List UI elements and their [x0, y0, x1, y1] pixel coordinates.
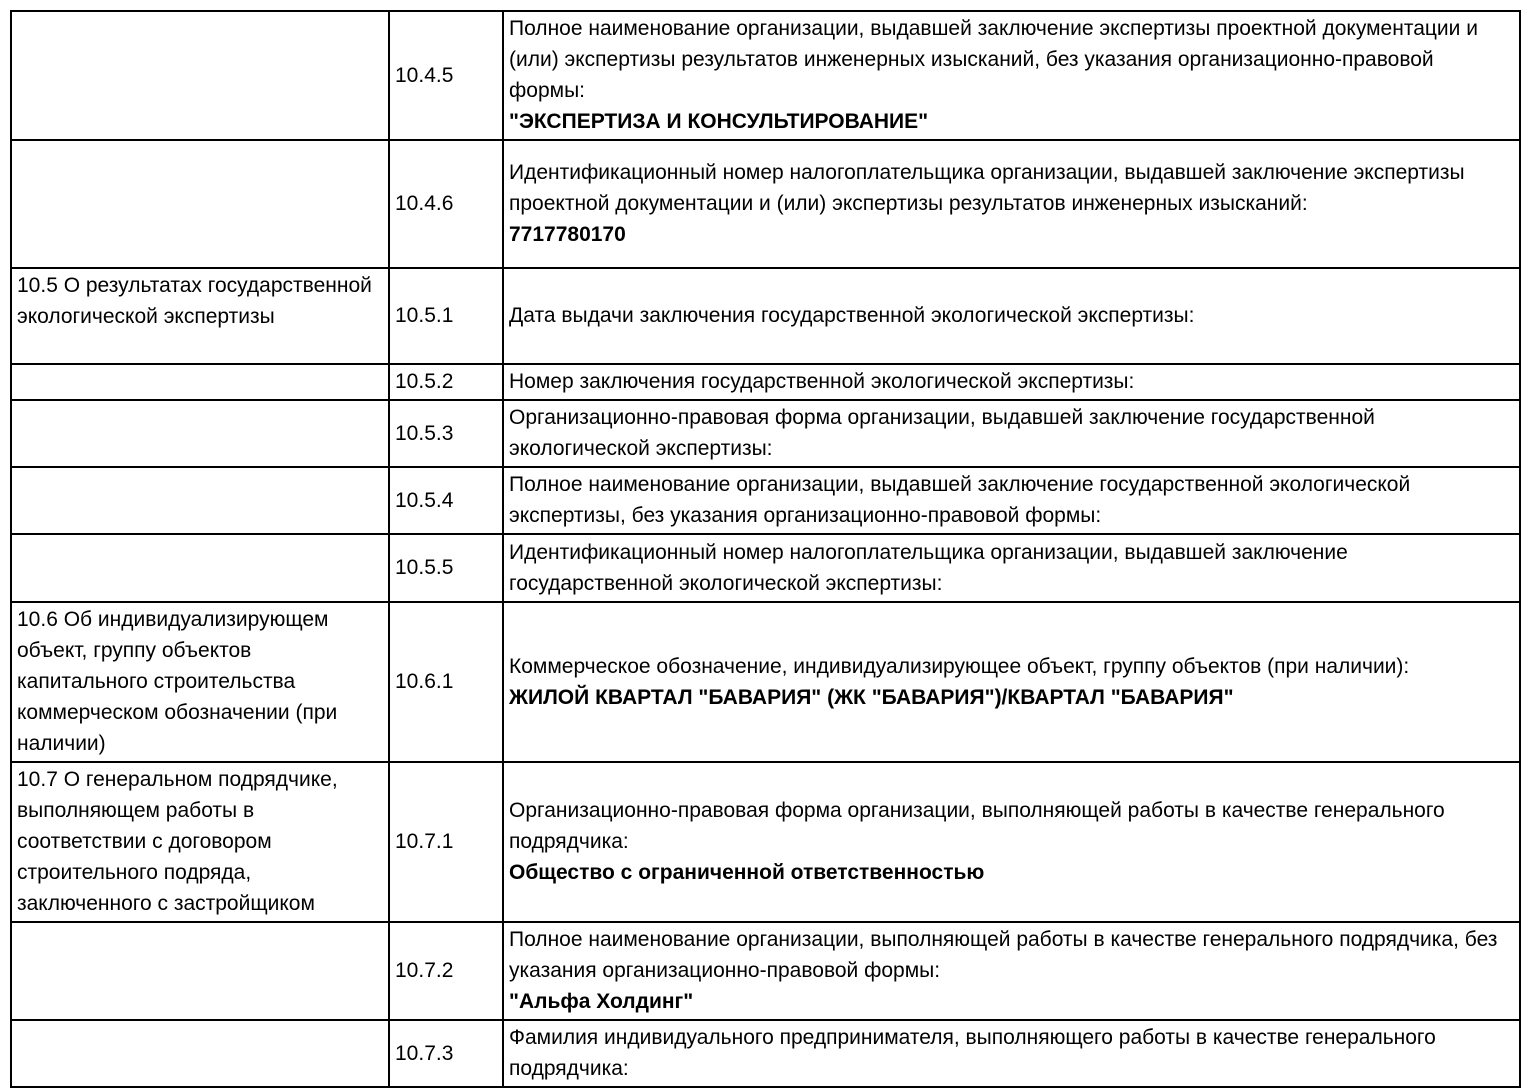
content-cell: [503, 364, 1520, 400]
field-value: 7717780170: [509, 223, 626, 246]
table-row: [11, 400, 1520, 467]
content-cell: [503, 11, 1520, 140]
field-value: "Альфа Холдинг": [509, 990, 694, 1013]
field-value: ЖИЛОЙ КВАРТАЛ "БАВАРИЯ" (ЖК "БАВАРИЯ")/КВАРТАЛ "БАВАРИЯ": [509, 685, 1234, 709]
section-cell: [11, 1020, 389, 1087]
content-cell: [503, 762, 1520, 922]
field-label: Идентификационный номер налогоплательщика организации, выдавшей заключение государственной экологической экспертизы:: [509, 540, 1348, 595]
section-cell: 10.7 О генеральном подрядчике, выполняющем работы в соответствии с договором строительного подряда, заключенного с застройщиком: [11, 762, 389, 922]
declaration-table: [10, 10, 1521, 1088]
item-number-cell: 10.7.3: [389, 1020, 503, 1087]
field-label: Идентификационный номер налогоплательщика организации, выдавшей заключение экспертизы проектной документации и (или) экспертизы результатов инженерных изысканий:: [509, 161, 1465, 215]
content-cell: [503, 602, 1520, 762]
section-cell: [11, 11, 389, 140]
item-number-cell: 10.7.2: [389, 922, 503, 1020]
field-label: Полное наименование организации, выдавшей заключение государственной экологической экспертизы, без указания организационно-правовой формы:: [509, 473, 1411, 527]
section-cell: [11, 140, 389, 268]
table-row: [11, 1020, 1520, 1087]
item-number-cell: 10.5.2: [389, 364, 503, 400]
table-row: [11, 268, 1520, 364]
field-label: Коммерческое обозначение, индивидуализирующее объект, группу объектов (при наличии):: [509, 654, 1410, 678]
content-cell: [503, 140, 1520, 268]
field-label: Полное наименование организации, выдавшей заключение экспертизы проектной документации и (или) экспертизы результатов инженерных изысканий, без указания организационно-правовой формы:: [509, 17, 1478, 102]
table-row: [11, 602, 1520, 762]
table-row: [11, 467, 1520, 534]
content-cell: [503, 922, 1520, 1020]
section-cell: [11, 922, 389, 1020]
item-number-cell: 10.5.3: [389, 400, 503, 467]
field-label: Полное наименование организации, выполняющей работы в качестве генерального подрядчика, без указания организационно-правовой формы:: [509, 928, 1498, 982]
field-label: Организационно-правовая форма организации, выполняющей работы в качестве генерального подрядчика:: [509, 799, 1445, 853]
item-number-cell: 10.4.6: [389, 140, 503, 268]
content-cell: [503, 534, 1520, 602]
table-row: [11, 140, 1520, 268]
field-value: Общество с ограниченной ответственностью: [509, 861, 985, 884]
section-cell: 10.6 Об индивидуализирующем объект, группу объектов капитального строительства коммерческом обозначении (при наличии): [11, 602, 389, 762]
field-label: Организационно-правовая форма организации, выдавшей заключение государственной экологической экспертизы:: [509, 406, 1375, 460]
section-cell: [11, 534, 389, 602]
section-cell: [11, 364, 389, 400]
table-row: [11, 922, 1520, 1020]
table-row: [11, 364, 1520, 400]
item-number-cell: 10.6.1: [389, 602, 503, 762]
item-number-cell: 10.5.5: [389, 534, 503, 602]
item-number-cell: 10.5.4: [389, 467, 503, 534]
item-number-cell: 10.7.1: [389, 762, 503, 922]
item-number-cell: 10.5.1: [389, 268, 503, 364]
field-label: Номер заключения государственной экологической экспертизы:: [509, 370, 1135, 393]
field-label: Дата выдачи заключения государственной экологической экспертизы:: [509, 304, 1195, 327]
content-cell: [503, 1020, 1520, 1087]
field-value: "ЭКСПЕРТИЗА И КОНСУЛЬТИРОВАНИЕ": [509, 110, 929, 133]
item-number-cell: 10.4.5: [389, 11, 503, 140]
table-row: [11, 762, 1520, 922]
content-cell: [503, 467, 1520, 534]
table-row: [11, 11, 1520, 140]
section-cell: [11, 467, 389, 534]
table-row: [11, 534, 1520, 602]
field-label: Фамилия индивидуального предпринимателя, выполняющего работы в качестве генерального подрядчика:: [509, 1026, 1436, 1080]
section-cell: [11, 400, 389, 467]
section-cell: 10.5 О результатах государственной экологической экспертизы: [11, 268, 389, 364]
content-cell: [503, 400, 1520, 467]
content-cell: [503, 268, 1520, 364]
